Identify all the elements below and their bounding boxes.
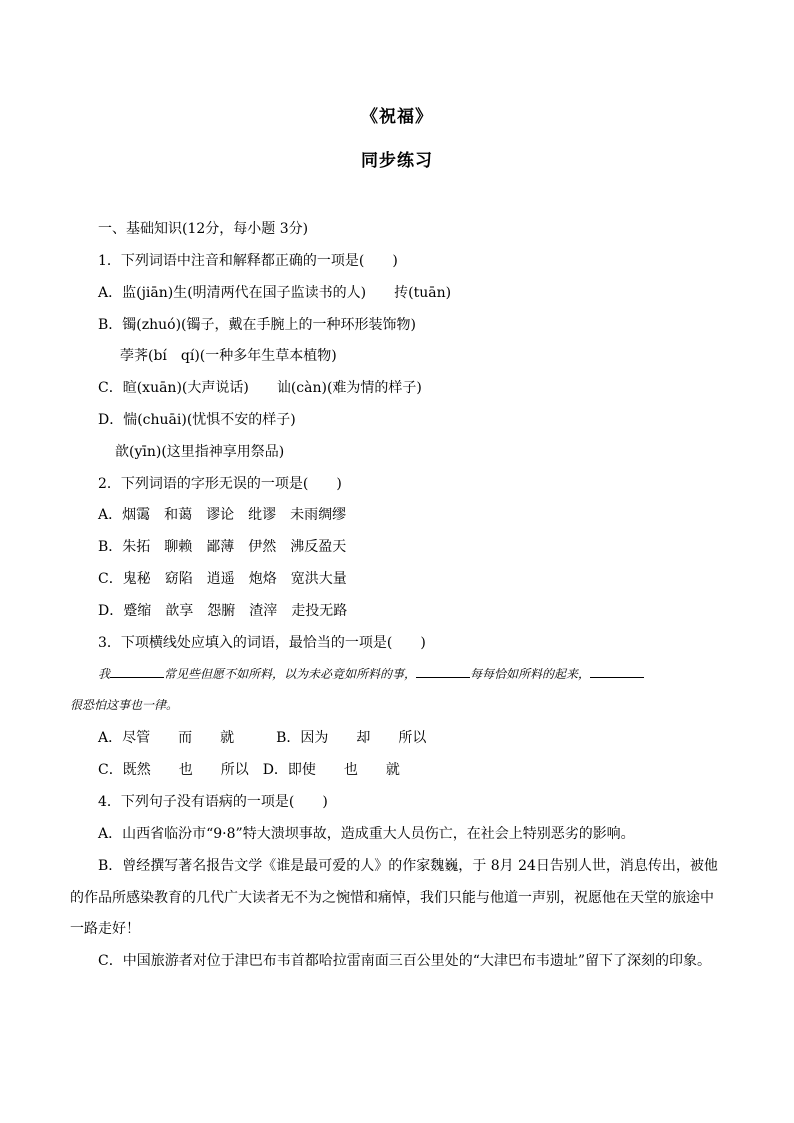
- section-heading: 一、基础知识(12分，每小题 3分): [98, 221, 309, 237]
- q4-option-a: A．山西省临汾市“9·8”特大溃坝事故，造成重大人员伤亡，在社会上特别恶劣的影响。: [98, 826, 635, 842]
- q4-stem: 4．下列句子没有语病的一项是( ): [98, 794, 328, 810]
- q3-stem: 3．下项横线处应填入的词语，最恰当的一项是( ): [98, 635, 426, 651]
- q4-option-b-line3: 一路走好！: [70, 921, 140, 937]
- q3-passage-line1: [98, 664, 644, 684]
- q3-passage-line2: 很恐怕这事也一律。: [70, 698, 179, 712]
- q3-passage-part1: 我: [98, 667, 111, 681]
- q1-stem: 1．下列词语中注音和解释都正确的一项是( ): [98, 253, 398, 269]
- q1-option-d-line1: D．惴(chuāi)(忧惧不安的样子): [98, 412, 296, 428]
- q2-option-c: C．鬼秘 窈陷 逍遥 炮烙 宽洪大量: [98, 571, 347, 587]
- fill-blank-2: [416, 665, 470, 678]
- q1-option-b-line2: 荸荠(bí qí)(一种多年生草本植物): [120, 348, 337, 364]
- q4-option-b-line1: B．曾经撰写著名报告文学《谁是最可爱的人》的作家魏巍，于 8月 24日告别人世，消息传出，被他: [98, 858, 718, 874]
- q2-stem: 2．下列词语的字形无误的一项是( ): [98, 476, 342, 492]
- fill-blank-3: [590, 665, 644, 678]
- document-subtitle: 同步练习: [361, 151, 433, 171]
- q1-option-d-line2: 歆(yīn)(这里指神享用祭品): [115, 444, 285, 460]
- q4-option-c: C．中国旅游者对位于津巴布韦首都哈拉雷南面三百公里处的“大津巴布韦遗址”留下了深刻的印象。: [98, 953, 712, 969]
- q3-options-cd: C．既然 也 所以 D．即使 也 就: [98, 762, 400, 778]
- q3-passage-part2: 常见些但愿不如所料，以为未必竟如所料的事，: [164, 667, 417, 681]
- q2-option-b: B．朱拓 聊赖 鄙薄 伊然 沸反盈天: [98, 539, 347, 555]
- document-title: 《祝福》: [361, 107, 433, 127]
- q1-option-a: A．监(jiān)生(明清两代在国子监读书的人) 抟(tuān): [98, 285, 452, 301]
- q3-options-ab: A．尽管 而 就 B．因为 却 所以: [98, 730, 427, 746]
- q2-option-d: D．蹙缩 歆享 怨腑 渣滓 走投无路: [98, 603, 348, 619]
- fill-blank-1: [110, 665, 164, 678]
- q4-option-b-line2: 的作品所感染教育的几代广大读者无不为之惋惜和痛悼，我们只能与他道一声别，祝愿他在天堂的旅途中: [70, 890, 714, 906]
- q3-passage-part3: 每每恰如所料的起来，: [470, 667, 591, 681]
- q1-option-c: C．暄(xuān)(大声说话) 讪(càn)(难为情的样子): [98, 380, 422, 396]
- q1-option-b-line1: B．镯(zhuó)(镯子，戴在手腕上的一种环形装饰物): [98, 317, 416, 333]
- q2-option-a: A．烟霭 和蔼 谬论 纰谬 未雨绸缪: [98, 507, 347, 523]
